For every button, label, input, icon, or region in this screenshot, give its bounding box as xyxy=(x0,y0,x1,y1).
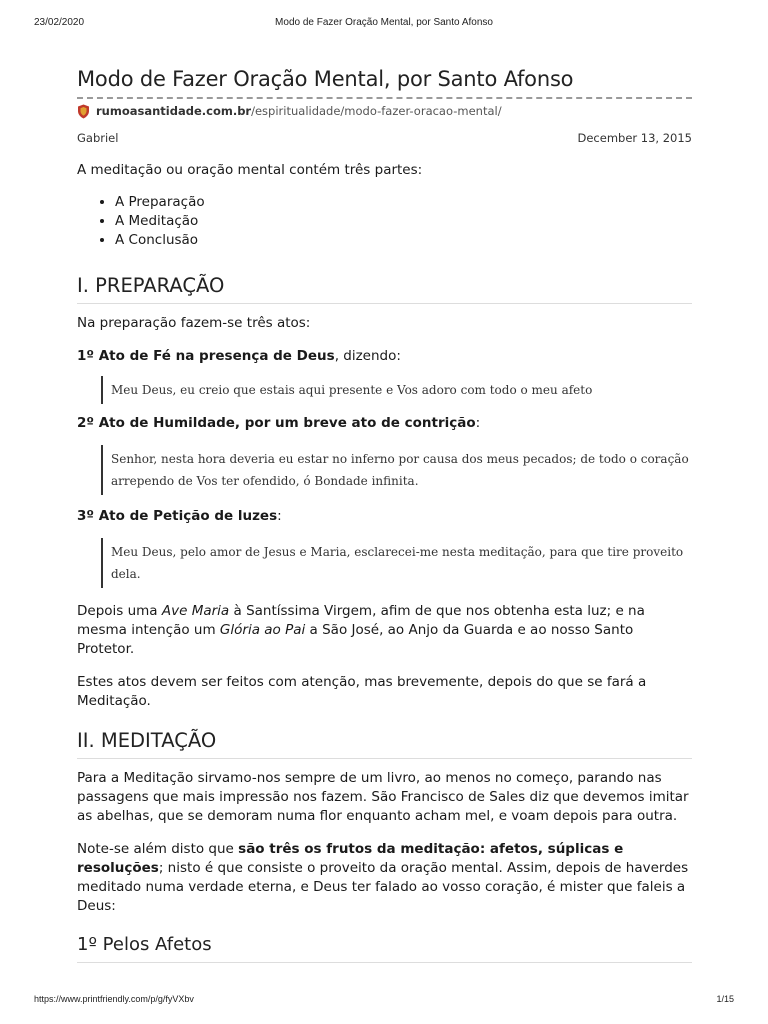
subheading-afetos: 1º Pelos Afetos xyxy=(77,932,692,963)
source-path[interactable]: /espiritualidade/modo-fazer-oracao-mental/ xyxy=(251,104,502,118)
act2-quote: Senhor, nesta hora deveria eu estar no inferno por causa dos meus pecados; de todo o coração arrependo de Vos ter ofendido, ó Bondade infinita. xyxy=(101,445,692,495)
list-item: • A Preparação xyxy=(115,193,692,212)
closing-paragraph: Estes atos devem ser feitos com atenção, mas brevemente, depois do que se fará a Meditação. xyxy=(77,674,647,709)
source-line xyxy=(77,103,692,119)
act1-paragraph: 1º Ato de Fé na presença de Deus, dizendo: xyxy=(77,348,401,364)
author: Gabriel xyxy=(77,131,119,145)
shield-crest-icon xyxy=(77,104,90,119)
title-divider xyxy=(77,97,692,99)
meditation-paragraph-2: Note-se além disto que são três os frutos da meditação: afetos, súplicas e resoluções; nisto é que consiste o proveito da oração mental. Assim, depois de haverdes meditado numa verdade eterna, e Deus ter falado ao vosso coração, é mister que faleis a Deus: xyxy=(77,841,689,914)
after-acts-paragraph: Depois uma Ave Maria à Santíssima Virgem, afim de que nos obtenha esta luz; e na mesma intenção um Glória ao Pai a São José, ao Anjo da Guarda e ao nosso Santo Protetor. xyxy=(77,603,645,657)
act3-paragraph: 3º Ato de Petição de luzes: xyxy=(77,508,282,524)
print-title: Modo de Fazer Oração Mental, por Santo Afonso xyxy=(275,17,493,28)
act2-paragraph: 2º Ato de Humildade, por um breve ato de contrição: xyxy=(77,415,481,431)
section-heading-preparacao: I. PREPARAÇÃO xyxy=(77,272,692,304)
source-domain[interactable]: rumoasantidade.com.br xyxy=(96,104,252,118)
page-number: 1/15 xyxy=(716,994,734,1004)
act1-title: 1º Ato de Fé na presença de Deus xyxy=(77,348,335,364)
gloria-ao-pai: Glória ao Pai xyxy=(219,622,306,638)
ave-maria: Ave Maria xyxy=(161,603,230,619)
act3-title: 3º Ato de Petição de luzes xyxy=(77,508,278,524)
intro-paragraph: A meditação ou oração mental contém três partes: xyxy=(77,162,423,178)
print-footer xyxy=(34,994,734,1005)
act3-quote: Meu Deus, pelo amor de Jesus e Maria, esclarecei-me nesta meditação, para que tire proveito dela. xyxy=(101,538,692,588)
section-heading-meditacao: II. MEDITAÇÃO xyxy=(77,727,692,759)
preparation-lead: Na preparação fazem-se três atos: xyxy=(77,315,311,331)
parts-list xyxy=(77,193,692,250)
act2-title: 2º Ato de Humildade, por um breve ato de contrição xyxy=(77,415,476,431)
act1-quote: Meu Deus, eu creio que estais aqui presente e Vos adoro com todo o meu afeto xyxy=(101,376,692,404)
article-meta xyxy=(77,130,692,146)
publish-date: December 13, 2015 xyxy=(577,131,692,145)
list-item: • A Meditação xyxy=(115,212,692,231)
list-item: • A Conclusão xyxy=(115,231,692,250)
article-title: Modo de Fazer Oração Mental, por Santo Afonso xyxy=(77,67,574,91)
print-url[interactable]: https://www.printfriendly.com/p/g/fyVXbv xyxy=(34,994,194,1004)
article xyxy=(77,64,692,963)
fruits-emphasis: são três os frutos da meditação: afetos, súplicas e resoluções xyxy=(77,841,624,876)
print-header xyxy=(34,17,734,29)
meditation-paragraph-1: Para a Meditação sirvamo-nos sempre de um livro, ao menos no começo, parando nas passagens que mais impressão nos fazem. São Francisco de Sales diz que devemos imitar as abelhas, que se demoram numa flor enquanto acham mel, e voam depois para outra. xyxy=(77,770,689,824)
print-date: 23/02/2020 xyxy=(34,17,85,28)
